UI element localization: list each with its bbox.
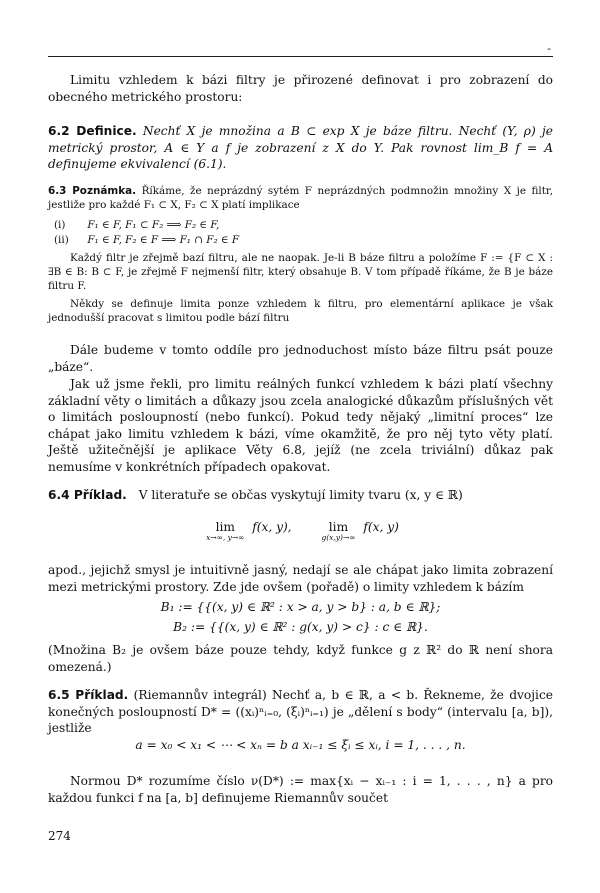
- header-mark: -: [547, 42, 551, 55]
- example-text: (Riemannův integrál) Nechť a, b ∈ ℝ, a < b. Řekneme, že dvojice konečných posloupností D* = ((xᵢ)ⁿᵢ₌₀, (ξᵢ)ⁿᵢ₌₁) je „dělení s body“ (intervalu [a, b]), jestliže: [48, 688, 553, 736]
- definition-label: 6.2 Definice.: [48, 124, 137, 138]
- lim-expression: f(x, y): [363, 520, 399, 534]
- limit-formulas: [48, 520, 553, 542]
- partition-formula: a = x₀ < x₁ < ⋯ < xₙ = b a xᵢ₋₁ ≤ ξᵢ ≤ xᵢ, i = 1, . . . , n.: [135, 738, 466, 752]
- condition-text: F₁ ∈ F, F₁ ⊂ F₂ ⟹ F₂ ∈ F,: [87, 219, 220, 231]
- example-6-4: [48, 487, 553, 504]
- page-number: 274: [48, 829, 71, 843]
- note-paragraph-3: Někdy se definuje limita ponze vzhledem k filtru, pro elementární aplikace je však jednodušší pracovat s limitou podle bází filtru: [48, 298, 553, 325]
- condition-number: (ii): [54, 234, 69, 246]
- example-label: 6.5 Příklad.: [48, 688, 129, 702]
- limit-1: [206, 520, 244, 542]
- definition-text: Nechť X je množina a B ⊂ exp X je báze filtru. Nechť (Y, ρ) je metrický prostor, A ∈ Y a f je zobrazení z X do Y. Pak rovnost lim_B f = A definujeme ekvivalencí (6.1).: [48, 124, 553, 172]
- norm-paragraph: Normou D* rozumíme číslo ν(D*) := max{xᵢ − xᵢ₋₁ : i = 1, . . . , n} a pro každou funkci f na [a, b] definujeme Riemannův součet: [48, 774, 553, 805]
- example-label: 6.4 Příklad.: [48, 488, 127, 502]
- basis-b1: B₁ := {{(x, y) ∈ ℝ² : x > a, y > b} : a, b ∈ ℝ};: [160, 600, 441, 614]
- lim-subscript: g(x,y)→∞: [321, 533, 356, 542]
- lim-subscript: x→∞, y→∞: [206, 533, 245, 542]
- header-rule: [48, 56, 553, 57]
- paragraph-baze: Dále budeme v tomto oddíle pro jednoduchost místo báze filtru psát pouze „báze“.: [48, 343, 553, 374]
- example-text-2: apod., jejichž smysl je intuitivně jasný, nedají se ale chápat jako limita zobrazení mezi metrickými prostory. Zde jde ovšem (pořadě) o limity vzhledem k bázím: [48, 563, 553, 594]
- example-text-3: (Množina B₂ je ovšem báze pouze tehdy, když funkce g z ℝ² do ℝ není shora omezená.): [48, 643, 553, 674]
- paragraph-limits: Jak už jsme řekli, pro limitu reálných funkcí vzhledem k bázi platí všechny základní věty o limitách a důkazy jsou zcela analogické důkazům příslušných vět o limitách posloupností (nebo funkcí). Pokud tedy nějaký „limitní proces“ lze chápat jako limitu vzhledem k bázi, víme okamžitě, že pro něj tyto věty platí. Ještě užitečnější je aplikace Věty 6.8, jejíž (ne zcela triviální) důkaz pak nemusíme v konkrétních případech opakovat.: [48, 377, 553, 474]
- basis-b2: B₂ := {{(x, y) ∈ ℝ² : g(x, y) > c} : c ∈ ℝ}.: [173, 620, 428, 634]
- condition-text: F₁ ∈ F, F₂ ∈ F ⟹ F₁ ∩ F₂ ∈ F: [87, 234, 240, 246]
- definition-6-2: [48, 123, 553, 173]
- condition-number: (i): [54, 219, 66, 231]
- example-6-5: [48, 687, 553, 737]
- lim-expression: f(x, y),: [252, 520, 292, 534]
- note-6-3: [48, 184, 553, 212]
- note-text: Říkáme, že neprázdný sytém F neprázdných podmnožin množiny X je filtr, jestliže pro každé F₁ ⊂ X, F₂ ⊂ X platí implikace: [48, 185, 554, 212]
- example-text: V literatuře se občas vyskytují limity tvaru (x, y ∈ ℝ): [138, 488, 463, 502]
- note-label: 6.3 Poznámka.: [48, 185, 137, 197]
- lim-operator: lim: [328, 520, 349, 534]
- condition-ii: [48, 233, 239, 247]
- page: [48, 0, 553, 893]
- limit-2: [321, 520, 355, 542]
- lim-operator: lim: [215, 520, 235, 534]
- intro-paragraph: Limitu vzhledem k bázi filtry je přirozené definovat i pro zobrazení do obecného metrického prostoru:: [48, 73, 553, 104]
- note-paragraph-2: Každý filtr je zřejmě bazí filtru, ale ne naopak. Je-li B báze filtru a položíme F := {F ⊂ X : ∃B ∈ B: B ⊂ F, je zřejmě F nejmenší filtr, který obsahuje B. V tom případě říkáme, že B je báze filtru F.: [48, 252, 553, 293]
- condition-i: [48, 218, 219, 232]
